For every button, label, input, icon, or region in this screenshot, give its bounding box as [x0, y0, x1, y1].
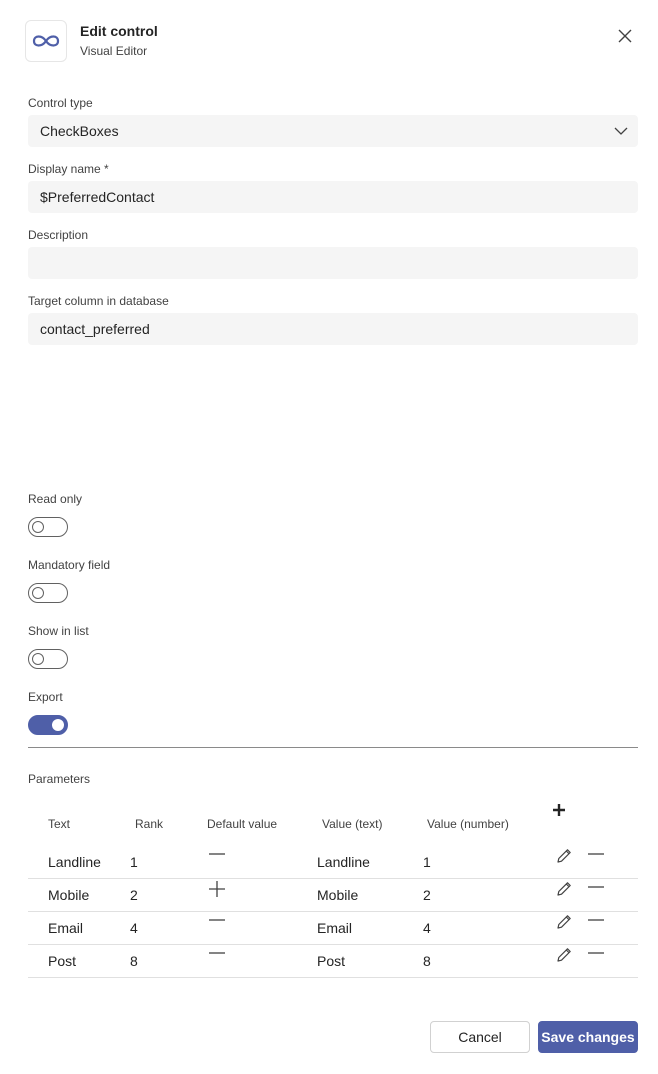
read-only-label: Read only	[28, 492, 83, 506]
cell-value-number: 8	[423, 953, 431, 969]
edit-pencil-icon[interactable]	[555, 913, 573, 931]
table-row	[28, 911, 638, 945]
cell-value-text: Email	[317, 920, 353, 936]
cell-value-text: Mobile	[317, 887, 359, 903]
remove-minus-icon[interactable]	[587, 845, 605, 863]
cell-rank: 1	[130, 854, 138, 870]
show-in-list-label: Show in list	[28, 624, 89, 638]
description-input[interactable]	[28, 247, 638, 279]
mandatory-field-label: Mandatory field	[28, 558, 111, 572]
cell-rank: 8	[130, 953, 138, 969]
display-name-input[interactable]	[28, 181, 638, 213]
target-column-label: Target column in database	[28, 294, 169, 308]
table-row	[28, 845, 638, 879]
dialog-title: Edit control	[80, 23, 158, 39]
remove-minus-icon[interactable]	[587, 878, 605, 896]
cell-text: Landline	[48, 854, 101, 870]
column-header-value-number: Value (number)	[427, 817, 509, 831]
mandatory-field-toggle[interactable]	[28, 583, 68, 603]
control-type-label: Control type	[28, 96, 93, 110]
cell-value-number: 2	[423, 887, 431, 903]
table-row	[28, 944, 638, 978]
chevron-down-icon	[614, 125, 628, 137]
display-name-label: Display name *	[28, 162, 109, 176]
save-changes-button[interactable]: Save changes	[538, 1021, 638, 1053]
default-value-minus-icon[interactable]	[208, 845, 226, 863]
default-value-plus-icon[interactable]	[208, 880, 226, 898]
cell-rank: 2	[130, 887, 138, 903]
plus-bold-icon	[551, 802, 567, 818]
cell-value-text: Landline	[317, 854, 370, 870]
section-divider	[28, 747, 638, 748]
cell-value-text: Post	[317, 953, 346, 969]
add-parameter-button[interactable]	[551, 802, 567, 818]
target-column-input[interactable]	[28, 313, 638, 345]
remove-minus-icon[interactable]	[587, 911, 605, 929]
column-header-value-text: Value (text)	[322, 817, 383, 831]
export-toggle[interactable]	[28, 715, 68, 735]
cell-text: Post	[48, 953, 77, 969]
cancel-button[interactable]: Cancel	[430, 1021, 530, 1053]
parameters-label: Parameters	[28, 772, 91, 786]
dialog-subtitle: Visual Editor	[80, 44, 148, 58]
cell-value-number: 4	[423, 920, 431, 936]
default-value-minus-icon[interactable]	[208, 944, 226, 962]
cell-value-number: 1	[423, 854, 431, 870]
control-type-value: CheckBoxes	[40, 123, 119, 139]
column-header-rank: Rank	[135, 817, 164, 831]
edit-pencil-icon[interactable]	[555, 880, 573, 898]
dialog-header	[25, 20, 635, 62]
cell-text: Mobile	[48, 887, 90, 903]
description-label: Description	[28, 228, 89, 242]
cell-rank: 4	[130, 920, 138, 936]
default-value-minus-icon[interactable]	[208, 911, 226, 929]
remove-minus-icon[interactable]	[587, 944, 605, 962]
table-row	[28, 878, 638, 912]
close-icon[interactable]	[615, 26, 635, 46]
column-header-text: Text	[48, 817, 71, 831]
infinity-icon	[25, 20, 67, 62]
read-only-toggle[interactable]	[28, 517, 68, 537]
export-label: Export	[28, 690, 63, 704]
column-header-default-value: Default value	[207, 817, 278, 831]
edit-pencil-icon[interactable]	[555, 847, 573, 865]
edit-pencil-icon[interactable]	[555, 946, 573, 964]
control-type-select[interactable]	[28, 115, 638, 147]
cell-text: Email	[48, 920, 84, 936]
show-in-list-toggle[interactable]	[28, 649, 68, 669]
